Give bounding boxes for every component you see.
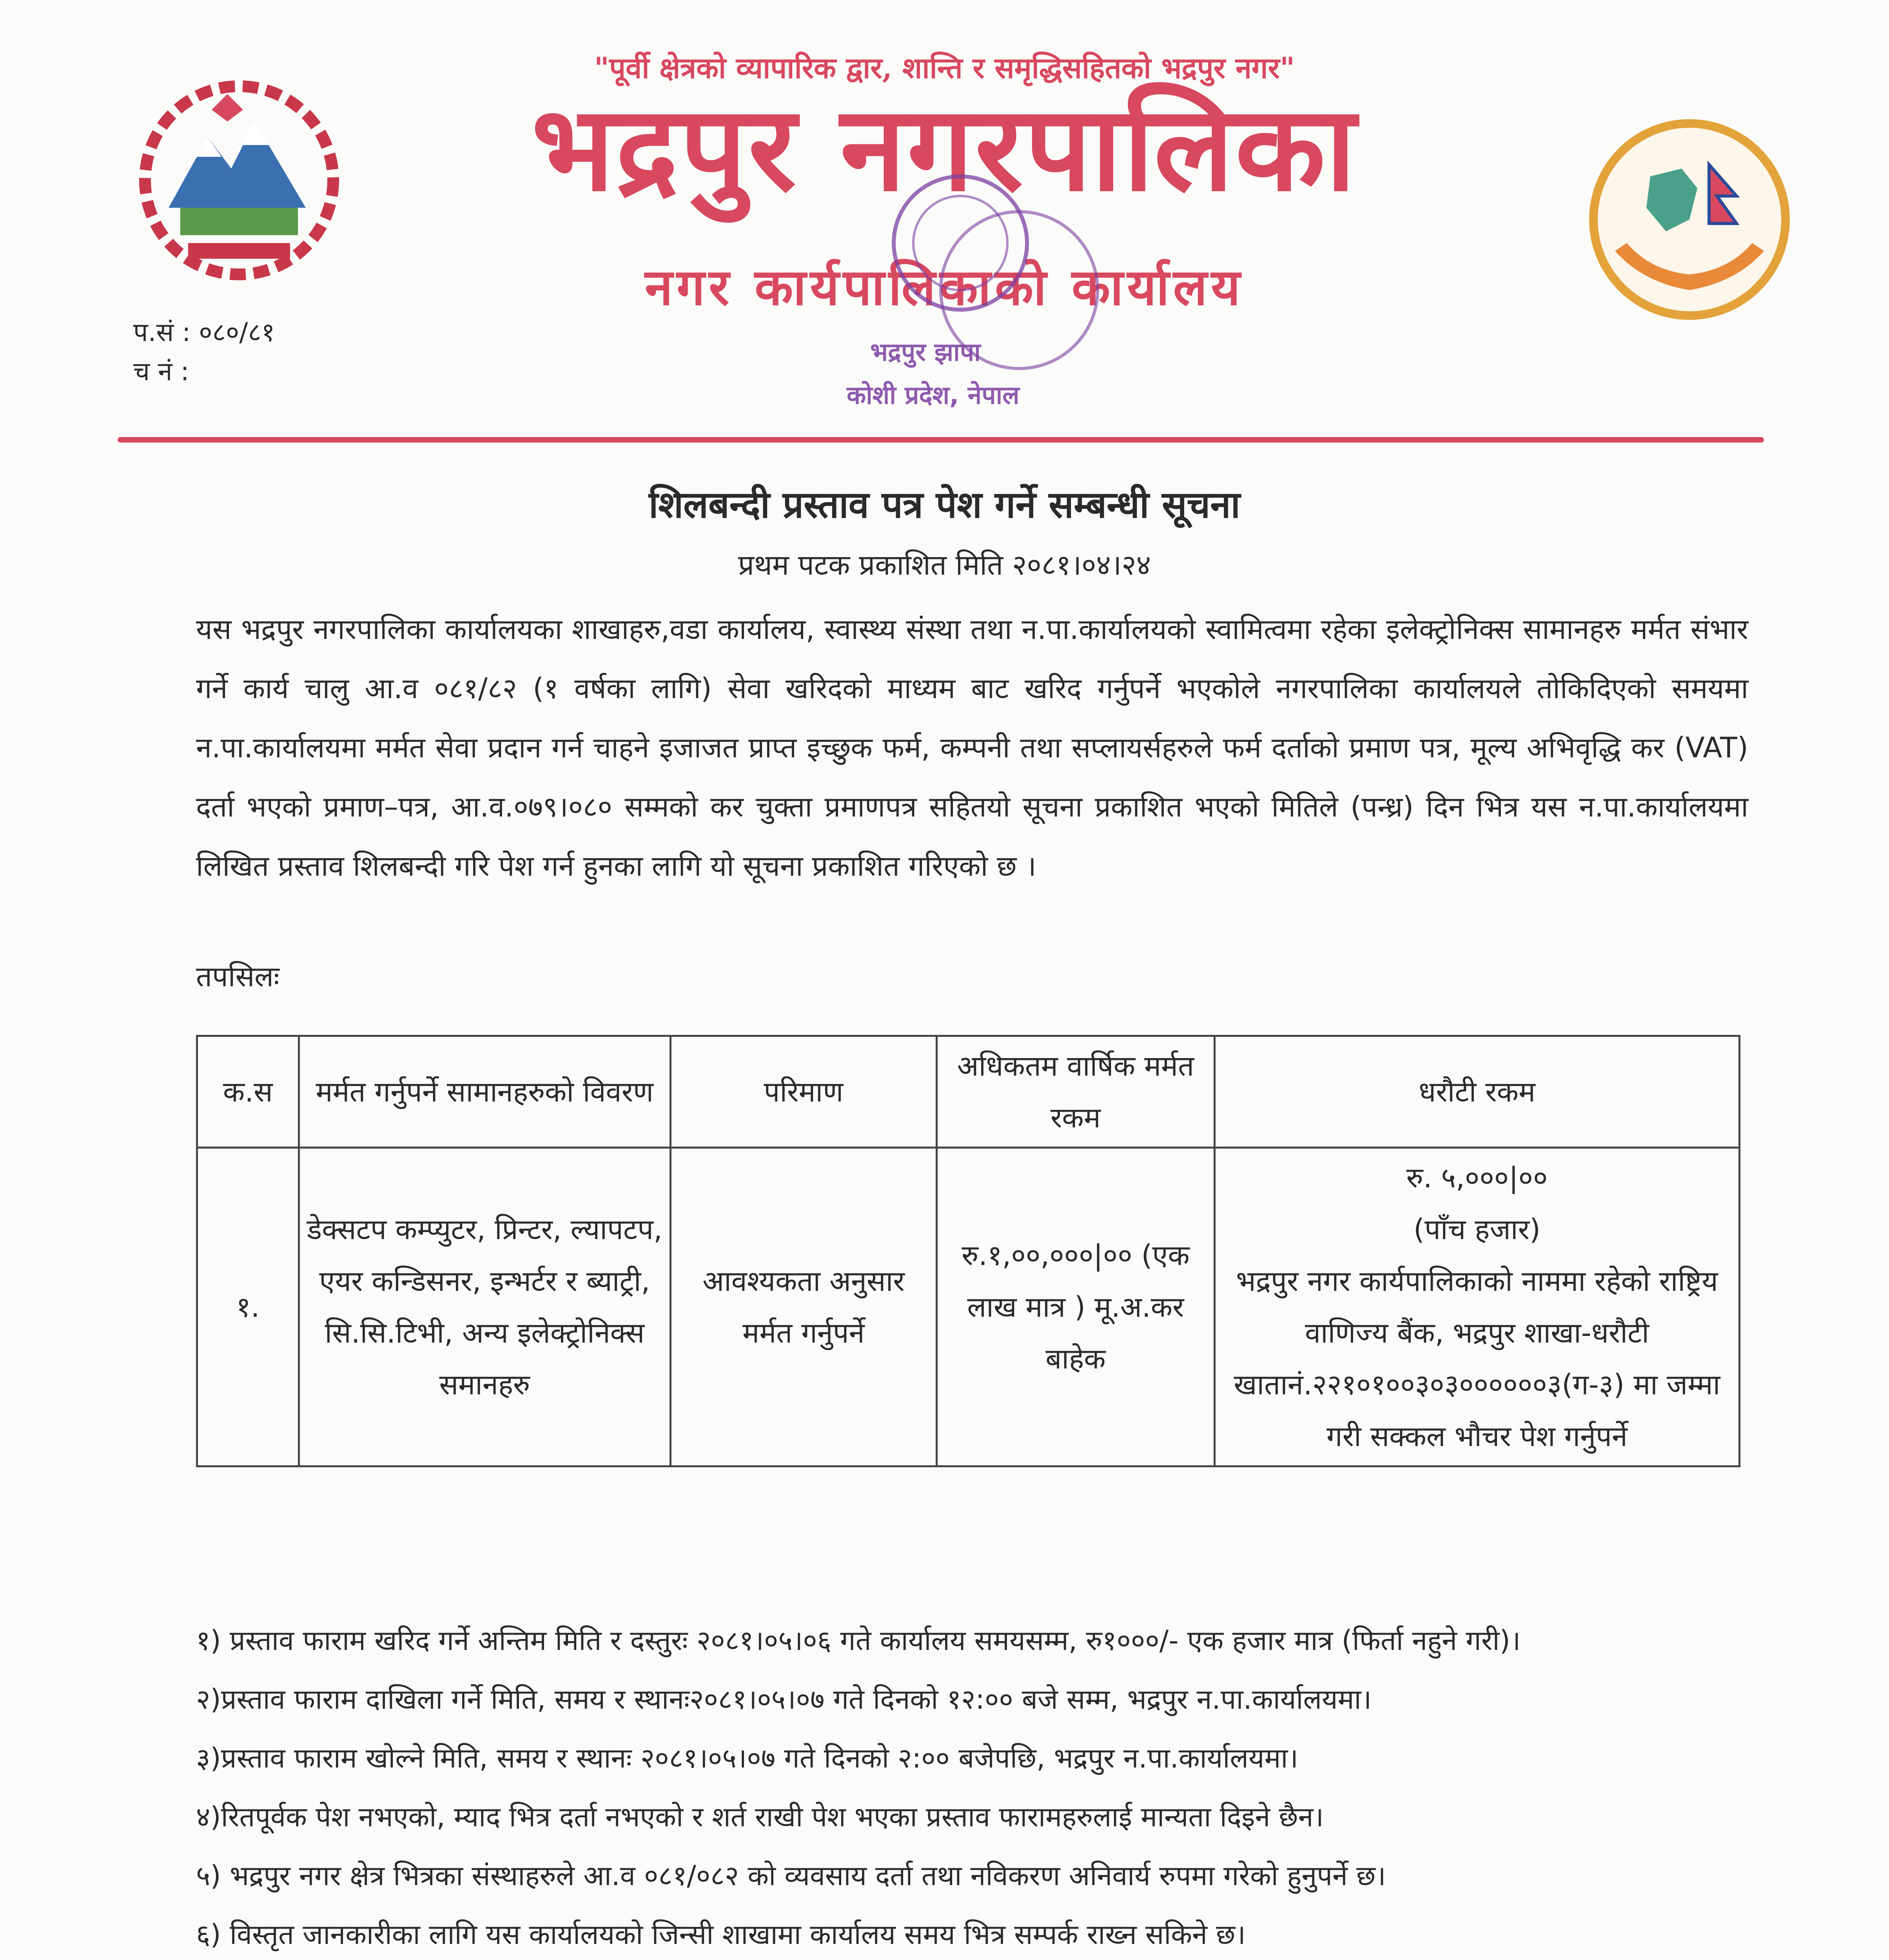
- deposit-detail: भद्रपुर नगर कार्यपालिकाको नाममा रहेको राष्ट्रिय वाणिज्य बैंक, भद्रपुर शाखा-धरौटी खातानं.२२१०१००३०३००००००३(ग-३) मा जम्मा गरी सक्कल भौचर पेश गर्नुपर्ने: [1234, 1265, 1720, 1453]
- deposit-words: (पाँच हजार): [1413, 1213, 1541, 1246]
- cell-quantity: आवश्यकता अनुसार मर्मत गर्नुपर्ने: [670, 1148, 936, 1466]
- notice-body: यस भद्रपुर नगरपालिका कार्यालयका शाखाहरु,वडा कार्यालय, स्वास्थ्य संस्था तथा न.पा.कार्यालयको स्वामित्वमा रहेका इलेक्ट्रोनिक्स सामानहरु मर्मत संभार गर्ने कार्य चालु आ.व ०८१/८२ (१ वर्षका लागि) सेवा खरिदको माध्यम बाट खरिद गर्नुपर्ने भएकोले नगरपालिका कार्यालयले तोकिदिएको समयमा न.पा.कार्यालयमा मर्मत सेवा प्रदान गर्न चाहने इजाजत प्राप्त इच्छुक फर्म, कम्पनी तथा सप्लायर्सहरुले फर्म दर्ताको प्रमाण पत्र, मूल्य अभिवृद्धि कर (VAT) दर्ता भएको प्रमाण–पत्र, आ.व.०७९।०८० सम्मको कर चुक्ता प्रमाणपत्र सहितयो सूचना प्रकाशित भएको मितिले (पन्ध्र) दिन भित्र यस न.पा.कार्यालयमा लिखित प्रस्ताव शिलबन्दी गरि पेश गर्न हुनका लागि यो सूचना प्रकाशित गरिएको छ ।: [196, 613, 1748, 882]
- reference-number: प.सं : ०८०/८१: [133, 317, 275, 347]
- table-row: [197, 1148, 1740, 1466]
- office-stamp: [831, 165, 1152, 439]
- list-item: १) प्रस्ताव फाराम खरिद गर्ने अन्तिम मिति र दस्तुरः २०८१।०५।०६ गते कार्यालय समयसम्म, रु१०००/- एक हजार मात्र (फिर्ता नहुने गरी)।: [196, 1624, 1521, 1657]
- notice-heading: शिलबन्दी प्रस्ताव पत्र पेश गर्ने सम्बन्धी सूचना: [649, 484, 1240, 526]
- list-item: ५) भद्रपुर नगर क्षेत्र भित्रका संस्थाहरुले आ.व ०८१/०८२ को व्यवसाय दर्ता तथा नविकरण अनिवार्य रुपमा गरेको हुनुपर्ने छ।: [196, 1860, 1386, 1892]
- cell-amount: रु.१,००,०००|०० (एक लाख मात्र ) मू.अ.कर बाहेक: [936, 1148, 1214, 1466]
- dispatch-number: च नं :: [133, 356, 189, 387]
- col-header-deposit: धरौटी रकम: [1214, 1036, 1739, 1148]
- published-date: प्रथम पटक प्रकाशित मिति २०८१।०४।२४: [738, 548, 1151, 581]
- col-header-amount: अधिकतम वार्षिक मर्मत रकम: [936, 1036, 1214, 1148]
- col-header-quantity: परिमाण: [670, 1036, 936, 1148]
- tender-table: [196, 1035, 1740, 1467]
- municipality-title: भद्रपुर नगरपालिका: [531, 80, 1358, 217]
- list-item: ४)रितपूर्वक पेश नभएको, म्याद भित्र दर्ता नभएको र शर्त राखी पेश भएका प्रस्ताव फारामहरुलाई मान्यता दिइने छैन।: [196, 1801, 1324, 1833]
- details-label: तपसिलः: [196, 960, 279, 993]
- list-item: ६) विस्तृत जानकारीका लागि यस कार्यालयको जिन्सी शाखामा कार्यालय समय भित्र सम्पर्क राख्न सकिने छ।: [196, 1918, 1246, 1951]
- notes-list: [196, 1611, 1764, 1960]
- cell-deposit: [1214, 1148, 1739, 1466]
- col-header-description: मर्मत गर्नुपर्ने सामानहरुको विवरण: [299, 1036, 670, 1148]
- col-header-sn: क.स: [197, 1036, 299, 1148]
- cell-description: डेक्सटप कम्प्युटर, प्रिन्टर, ल्यापटप, एयर कन्डिसनर, इन्भर्टर र ब्याट्री, सि.सि.टिभी, अन्य इलेक्ट्रोनिक्स समानहरु: [299, 1148, 670, 1466]
- office-subtitle: नगर कार्यपालिकाको कार्यालय: [645, 258, 1244, 317]
- cell-sn: १.: [197, 1148, 299, 1466]
- table-header-row: [197, 1036, 1740, 1148]
- deposit-amount: रु. ५,०००|००: [1406, 1161, 1548, 1194]
- stamp-line-2: कोशी प्रदेश, नेपाल: [847, 381, 1020, 410]
- header-divider: [118, 437, 1764, 443]
- stamp-line-1: भद्रपुर झापा: [870, 338, 981, 367]
- list-item: २)प्रस्ताव फाराम दाखिला गर्ने मिति, समय र स्थानः२०८१।०५।०७ गते दिनको १२:०० बजे सम्म, भद्रपुर न.पा.कार्यालयमा।: [196, 1683, 1372, 1715]
- list-item: ३)प्रस्ताव फाराम खोल्ने मिति, समय र स्थानः २०८१।०५।०७ गते दिनको २:०० बजेपछि, भद्रपुर न.पा.कार्यालयमा।: [196, 1742, 1299, 1774]
- tagline: "पूर्वी क्षेत्रको व्यापारिक द्वार, शान्ति र समृद्धिसहितको भद्रपुर नगर": [594, 51, 1295, 85]
- municipality-logo-icon: [1580, 118, 1799, 321]
